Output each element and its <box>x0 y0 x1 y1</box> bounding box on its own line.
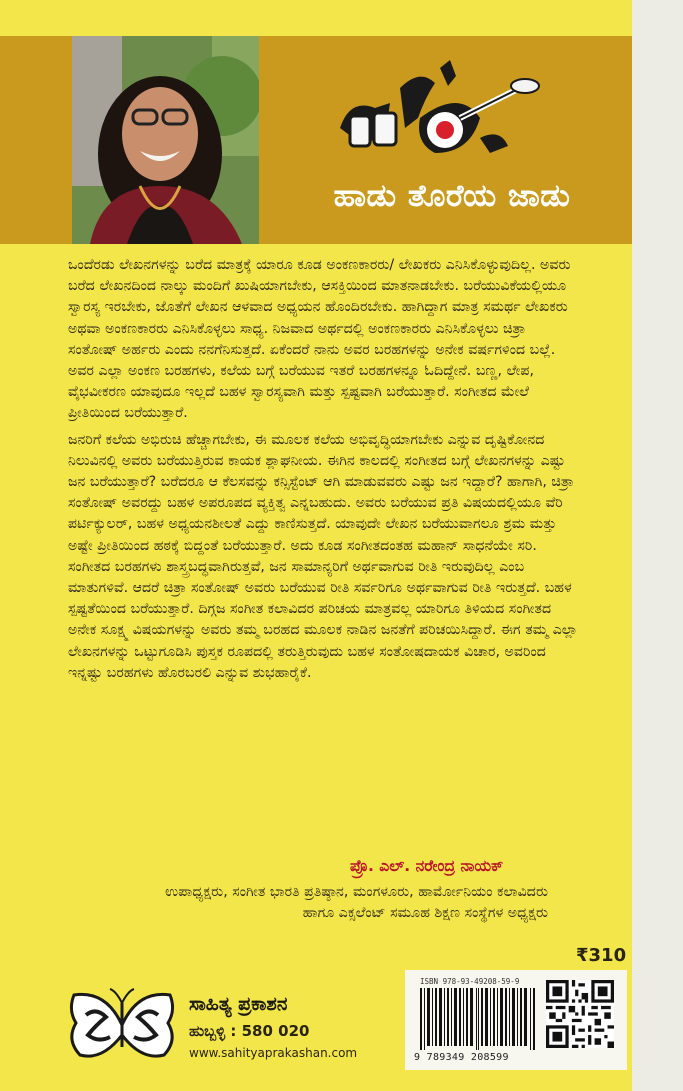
isbn-label: ISBN 978-93-49208-59-9 <box>420 977 520 986</box>
reviewer-name: ಪ್ರೊ. ಎಲ್. ನರೇಂದ್ರ ನಾಯಕ್ <box>350 857 504 875</box>
blurb-paragraph-1: ಒಂದೆರಡು ಲೇಖನಗಳನ್ನು ಬರೆದ ಮಾತ್ರಕ್ಕೆ ಯಾರೂ ಕೂಡ ಅಂಕಣಕಾರರು/ ಲೇಖಕರು ಎನಿಸಿಕೊಳ್ಳುವುದಿಲ್ಲ. ಅವರು ಬರೆದ ಲೇಖನದಿಂದ ನಾಲ್ಕು ಮಂದಿಗೆ ಖುಷಿಯಾಗಬೇಕು, ಆಸಕ್ತಿಯಿಂದ ಮಾತನಾಡಬೇಕು. ಬರೆಯುವಿಕೆಯಲ್ಲಿಯೂ ಸ್ವಾರಸ್ಯ ಇರಬೇಕು, ಜೊತೆಗೆ ಲೇಖನ ಆಳವಾದ ಅಧ್ಯಯನ ಹೊಂದಿರಬೇಕು. ಹಾಗಿದ್ದಾಗ ಮಾತ್ರ ಸಮರ್ಥ ಲೇಖಕರು ಅಥವಾ ಅಂಕಣಕಾರರು ಎನಿಸಿಕೊಳ್ಳಲು ಸಾಧ್ಯ. ನಿಜವಾದ ಅರ್ಥದಲ್ಲಿ ಅಂಕಣಕಾರರು ಎನಿಸಿಕೊಳ್ಳಲು ಚಿತ್ರಾ ಸಂತೋಷ್ ಅರ್ಹರು ಎಂದು ನನಗೆನಿಸುತ್ತದೆ. ಏಕೆಂದರೆ ನಾನು ಅವರ ಬರಹಗಳನ್ನು ಅನೇಕ ವರ್ಷಗಳಿಂದ ಬಲ್ಲೆ. ಅವರ ಎಲ್ಲಾ ಅಂಕಣ ಬರಹಗಳು, ಕಲೆಯ ಬಗ್ಗೆ ಬರೆಯುವ ಇತರೆ ಬರಹಗಳನ್ನೂ ಓದಿದ್ದೇನೆ. ಬಣ್ಣ, ಲೇಪ, ವೈಭವೀಕರಣ ಯಾವುದೂ ಇಲ್ಲದೆ ಬಹಳ ಸ್ವಾರಸ್ಯವಾಗಿ ಮತ್ತು ಸ್ಪಷ್ಟವಾಗಿ ಬರೆಯುತ್ತಾರೆ. ಸಂಗೀತದ ಮೇಲೆ ಪ್ರೀತಿಯಿಂದ ಬರೆಯುತ್ತಾರೆ. <box>68 257 571 422</box>
author-photo <box>72 36 259 244</box>
title-logo-illustration <box>330 58 540 168</box>
price-label: ₹310 <box>576 945 627 966</box>
reviewer-designation-line-2: ಹಾಗೂ ಎಕ್ಸಲೆಂಟ್ ಸಮೂಹ ಶಿಕ್ಷಣ ಸಂಸ್ಥೆಗಳ ಅಧ್ಯಕ್ಷರು <box>302 905 548 922</box>
publisher-website[interactable]: www.sahityaprakashan.com <box>189 1046 358 1060</box>
reviewer-designation-line-1: ಉಪಾಧ್ಯಕ್ಷರು, ಸಂಗೀತ ಭಾರತಿ ಪ್ರತಿಷ್ಠಾನ, ಮಂಗಳೂರು, ಹಾರ್ಮೋನಿಯಂ ಕಲಾವಿದರು <box>165 884 548 900</box>
book-title: ಹಾಡು ತೊರೆಯ ಜಾಡು <box>333 178 571 214</box>
publisher-city: ಹುಬ್ಬಳ್ಳಿ : 580 020 <box>189 1022 310 1040</box>
barcode-number: 9 789349 208599 <box>414 1052 509 1063</box>
publisher-name: ಸಾಹಿತ್ಯ ಪ್ರಕಾಶನ <box>189 993 288 1015</box>
blurb-text <box>68 255 578 689</box>
blurb-paragraph-2: ಜನರಿಗೆ ಕಲೆಯ ಅಭಿರುಚಿ ಹೆಚ್ಚಾಗಬೇಕು, ಈ ಮೂಲಕ ಕಲೆಯ ಅಭಿವೃದ್ಧಿಯಾಗಬೇಕು ಎನ್ನುವ ದೃಷ್ಟಿಕೋನದ ನಿಲುವಿನಲ್ಲಿ ಅವರು ಬರೆಯುತ್ತಿರುವ ಕಾಯಕ ಶ್ಲಾಘನೀಯ. ಈಗಿನ ಕಾಲದಲ್ಲಿ ಸಂಗೀತದ ಬಗ್ಗೆ ಲೇಖನಗಳನ್ನು ಎಷ್ಟು ಜನ ಬರೆಯುತ್ತಾರೆ? ಬರೆದರೂ ಆ ಕೆಲಸವನ್ನು ಕನ್ಸಿಸ್ಟೆಂಟ್ ಆಗಿ ಮಾಡುವವರು ಎಷ್ಟು ಜನ ಇದ್ದಾರೆ? ಹಾಗಾಗಿ, ಚಿತ್ರಾ ಸಂತೋಷ್ ಅವರದ್ದು ಬಹಳ ಅಪರೂಪದ ವ್ಯಕ್ತಿತ್ವ ಎನ್ನಬಹುದು. ಅವರು ಬರೆಯುವ ಪ್ರತಿ ವಿಷಯದಲ್ಲಿಯೂ ವೆರಿ ಪರ್ಟಿಕ್ಯುಲರ್, ಬಹಳ ಅಧ್ಯಯನಶೀಲತೆ ಎದ್ದು ಕಾಣಿಸುತ್ತದೆ. ಯಾವುದೇ ಲೇಖನ ಬರೆಯುವಾಗಲೂ ಶ್ರಮ ಮತ್ತು ಅಷ್ಟೇ ಪ್ರೀತಿಯಿಂದ ಹಠಕ್ಕೆ ಬಿದ್ದಂತೆ ಬರೆಯುತ್ತಾರೆ. ಅದು ಕೂಡ ಸಂಗೀತದಂತಹ ಮಹಾನ್ ಸಾಧನೆಯೇ ಸರಿ. ಸಂಗೀತದ ಬರಹಗಳು ಶಾಸ್ತ್ರಬದ್ಧವಾಗಿರುತ್ತವೆ, ಜನ ಸಾಮಾನ್ಯರಿಗೆ ಅರ್ಥವಾಗುವ ರೀತಿ ಇರುವುದಿಲ್ಲ ಎಂಬ ಮಾತುಗಳಿವೆ. ಆದರೆ ಚಿತ್ರಾ ಸಂತೋಷ್ ಅವರು ಬರೆಯುವ ರೀತಿ ಸರ್ವರಿಗೂ ಅರ್ಥವಾಗುವ ರೀತಿ ಇರುತ್ತದೆ. ಬಹಳ ಸ್ಪಷ್ಟತೆಯಿಂದ ಬರೆಯುತ್ತಾರೆ. ದಿಗ್ಗಜ ಸಂಗೀತ ಕಲಾವಿದರ ಪರಿಚಯ ಮಾತ್ರವಲ್ಲ ಯಾರಿಗೂ ತಿಳಿಯದ ಸಂಗೀತದ ಅನೇಕ ಸೂಕ್ಷ್ಮ ವಿಷಯಗಳನ್ನು ಅವರು ತಮ್ಮ ಬರಹದ ಮೂಲಕ ನಾಡಿನ ಜನತೆಗೆ ಪರಿಚಯಿಸಿದ್ದಾರೆ. ಈಗ ತಮ್ಮ ಎಲ್ಲಾ ಲೇಖನಗಳನ್ನು ಒಟ್ಟುಗೂಡಿಸಿ ಪುಸ್ತಕ ರೂಪದಲ್ಲಿ ತರುತ್ತಿರುವುದು ಬಹಳ ಸಂತೋಷದಾಯಕ ವಿಚಾರ, ಅವರಿಂದ ಇನ್ನಷ್ಟು ಬರಹಗಳು ಹೊರಬರಲಿ ಎನ್ನುವ ಶುಭಹಾರೈಕೆ. <box>68 431 578 681</box>
reviewer-designation <box>68 882 548 924</box>
publisher-butterfly-logo <box>66 985 178 1063</box>
qr-code <box>546 980 614 1048</box>
barcode <box>420 988 538 1050</box>
back-flap-edge <box>632 0 683 1091</box>
